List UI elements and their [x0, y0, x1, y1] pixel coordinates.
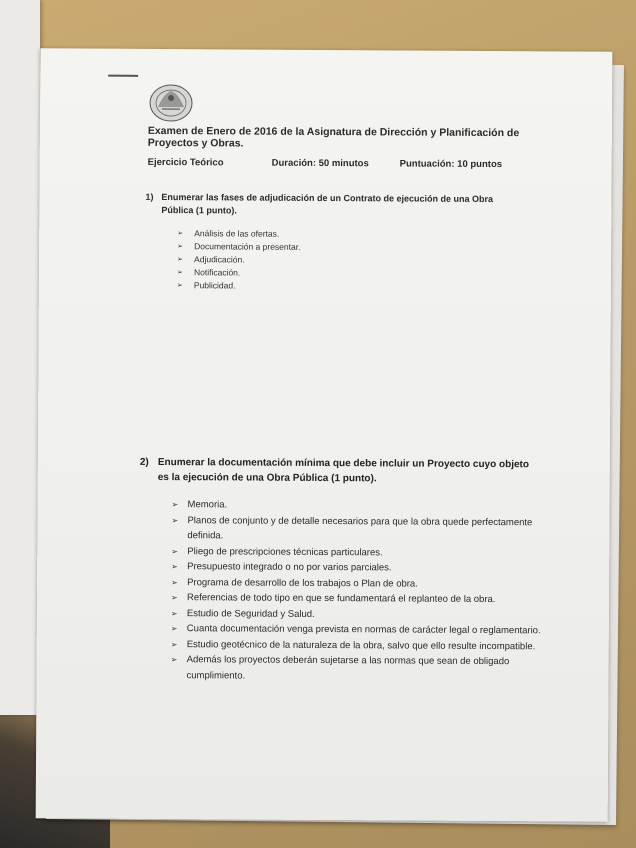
list-item: ➢ Planos de conjunto y de detalle necesarios para que la obra quede perfectamente definida. [171, 513, 541, 546]
question-1-number: 1) [145, 191, 154, 202]
question-2 [140, 455, 530, 487]
arrow-bullet-icon: ➢ [170, 608, 178, 618]
arrow-bullet-icon: ➢ [171, 577, 178, 587]
list-item: ➢ Memoria. [172, 497, 542, 515]
question-2-text: Enumerar la documentación mínima que debe incluir un Proyecto cuyo objeto es la ejecución de una Obra Pública (1 punto). [157, 456, 530, 485]
question-1-answer-list [177, 227, 301, 293]
arrow-bullet-icon: ➢ [171, 515, 179, 525]
exam-duration: Duración: 50 minutos [271, 157, 369, 170]
list-item: ➢ Además los proyectos deberán sujetarse a las normas que sean de obligado cumplimiento. [170, 652, 540, 685]
list-item: ➢ Pliego de prescripciones técnicas particulares. [171, 544, 541, 562]
question-2-number: 2) [139, 456, 149, 468]
arrow-bullet-icon: ➢ [170, 655, 178, 665]
left-paper-sheet [0, 0, 40, 715]
question-2-answer-list [170, 497, 541, 685]
staple [108, 75, 138, 77]
arrow-bullet-icon: ➢ [171, 500, 179, 510]
arrow-bullet-icon: ➢ [171, 562, 178, 572]
arrow-bullet-icon: ➢ [177, 243, 184, 251]
list-item: ➢ Adjudicación. [177, 254, 245, 265]
list-item: ➢ Referencias de todo tipo en que se fundamentará el replanteo de la obra. [171, 590, 541, 608]
arrow-bullet-icon: ➢ [170, 639, 178, 649]
list-item: ➢ Notificación. [176, 267, 241, 278]
list-item: ➢ Estudio geotécnico de la naturaleza de la obra, salvo que ello resulte incompatible. [171, 637, 541, 655]
arrow-bullet-icon: ➢ [170, 593, 178, 603]
arrow-bullet-icon: ➢ [171, 546, 179, 556]
exam-score: Puntuación: 10 puntos [399, 158, 503, 171]
arrow-bullet-icon: ➢ [177, 230, 184, 238]
arrow-bullet-icon: ➢ [170, 624, 178, 634]
exercise-type: Ejercicio Teórico [147, 156, 224, 169]
exam-title: Examen de Enero de 2016 de la Asignatura de Dirección y Planificación de Proyectos y Obras. [147, 124, 520, 150]
question-1 [145, 191, 525, 219]
list-item: ➢ Presupuesto integrado o no por varios parciales. [171, 559, 541, 577]
question-1-text: Enumerar las fases de adjudicación de un Contrato de ejecución de una Obra Pública (1 punto). [161, 192, 494, 216]
list-item: ➢ Documentación a presentar. [177, 241, 301, 252]
list-item: ➢ Estudio de Seguridad y Salud. [171, 606, 541, 624]
list-item: ➢ Análisis de las ofertas. [177, 228, 280, 239]
list-item: ➢ Programa de desarrollo de los trabajos o Plan de obra. [171, 575, 541, 593]
university-seal-icon [148, 83, 194, 123]
arrow-bullet-icon: ➢ [177, 256, 183, 264]
list-item: ➢ Publicidad. [176, 280, 236, 291]
arrow-bullet-icon: ➢ [176, 282, 183, 290]
exam-sheet [36, 48, 613, 821]
list-item: ➢ Cuanta documentación venga prevista en normas de carácter legal o reglamentario. [171, 621, 541, 639]
arrow-bullet-icon: ➢ [176, 269, 183, 277]
